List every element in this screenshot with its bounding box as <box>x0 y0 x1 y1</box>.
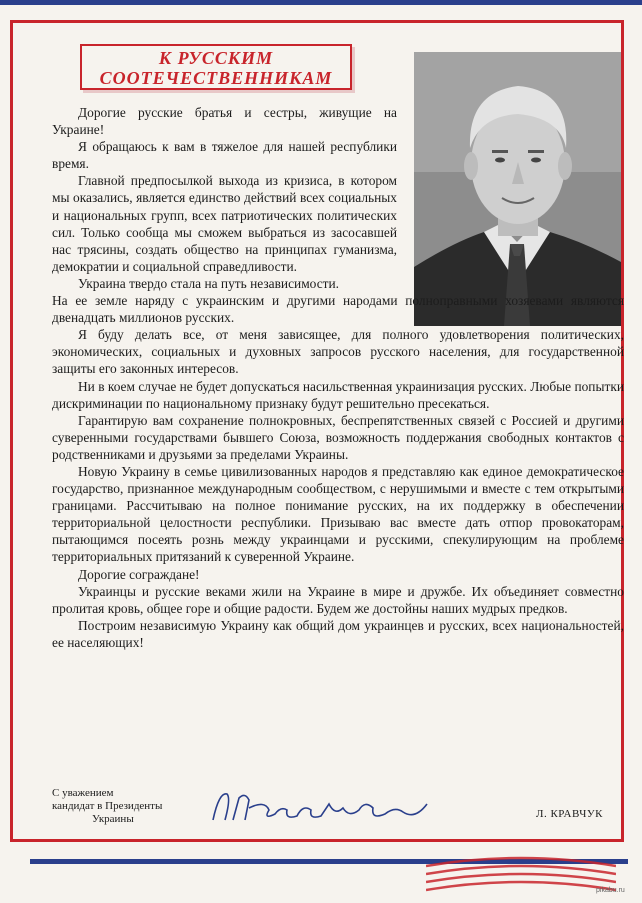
title-line-2: СООТЕЧЕСТВЕННИКАМ <box>99 68 333 88</box>
title-line-1: К РУССКИМ <box>158 48 274 68</box>
paragraph: Украина твердо стала на путь независимости. <box>78 275 340 291</box>
watermark-logo <box>426 832 616 898</box>
watermark-site: pikabu.ru <box>596 887 625 894</box>
signoff-name: Л. КРАВЧУК <box>536 808 604 820</box>
handwritten-signature <box>205 786 435 828</box>
leaflet-title <box>80 44 352 90</box>
signoff-line-1: С уважением <box>52 787 114 799</box>
paragraph: Дорогие сограждане! <box>78 566 200 582</box>
signoff-line-2: кандидат в Президенты <box>52 800 163 812</box>
paragraph: Я обращаюсь к вам в тяжелое для нашей республики время. <box>52 139 397 172</box>
top-blue-stripe <box>0 0 642 5</box>
paragraph: Дорогие русские братья и сестры, живущие на Украине! <box>52 105 397 138</box>
paragraph: На ее земле наряду с украинским и другими народами полноправными хозяевами являются двенадцать миллионов русских. <box>52 293 624 326</box>
letter-body <box>52 104 624 651</box>
paragraph: Главной предпосылкой выхода из кризиса, в котором мы оказались, является единство действий всех социальных и национальных групп, всех патриотических политических сил. Только сообща мы сможем выбраться из засосавшей нас трясины, создать общество на принципах гуманизма, демократии и социальной справедливости. <box>52 173 397 274</box>
paragraph: Новую Украину в семье цивилизованных народов я представляю как единое демократическое государство, признанное международным сообществом, с нерушимыми и вместе с тем открытыми границами. Рассчитываю на полное понимание русских, на их поддержку в обеспечении территориальной целостности республики. Призываю вас вместе дать отпор провокаторам, пытающимся посеять рознь между украинцами и русскими, спекулирующим на проблеме территориальных притязаний к суверенной Украине. <box>52 463 624 565</box>
signoff-line-3: Украины <box>92 813 134 825</box>
paragraph: Я буду делать все, от меня зависящее, для полного удовлетворения политических, экономических, социальных и духовных запросов русского населения, для государственной защиты его законных интересов. <box>52 327 624 377</box>
paragraph: Построим независимую Украину как общий дом украинцев и русских, всех национальностей, ее населяющих! <box>52 617 624 650</box>
paragraph: Украинцы и русские веками жили на Украине в мире и дружбе. Их объединяет совместно пролитая кровь, общее горе и общие радости. Будем же достойны наших мудрых предков. <box>52 583 624 616</box>
paragraph: Гарантирую вам сохранение полнокровных, беспрепятственных связей с Россией и другими суверенными государствами бывшего Союза, возможность поддержания свободных контактов с родственниками и друзьями за пределами Украины. <box>52 412 624 462</box>
signoff-block <box>52 787 212 826</box>
paragraph: Ни в коем случае не будет допускаться насильственная украинизация русских. Любые попытки дискриминации по национальному признаку будут решительно пресекаться. <box>52 378 624 411</box>
